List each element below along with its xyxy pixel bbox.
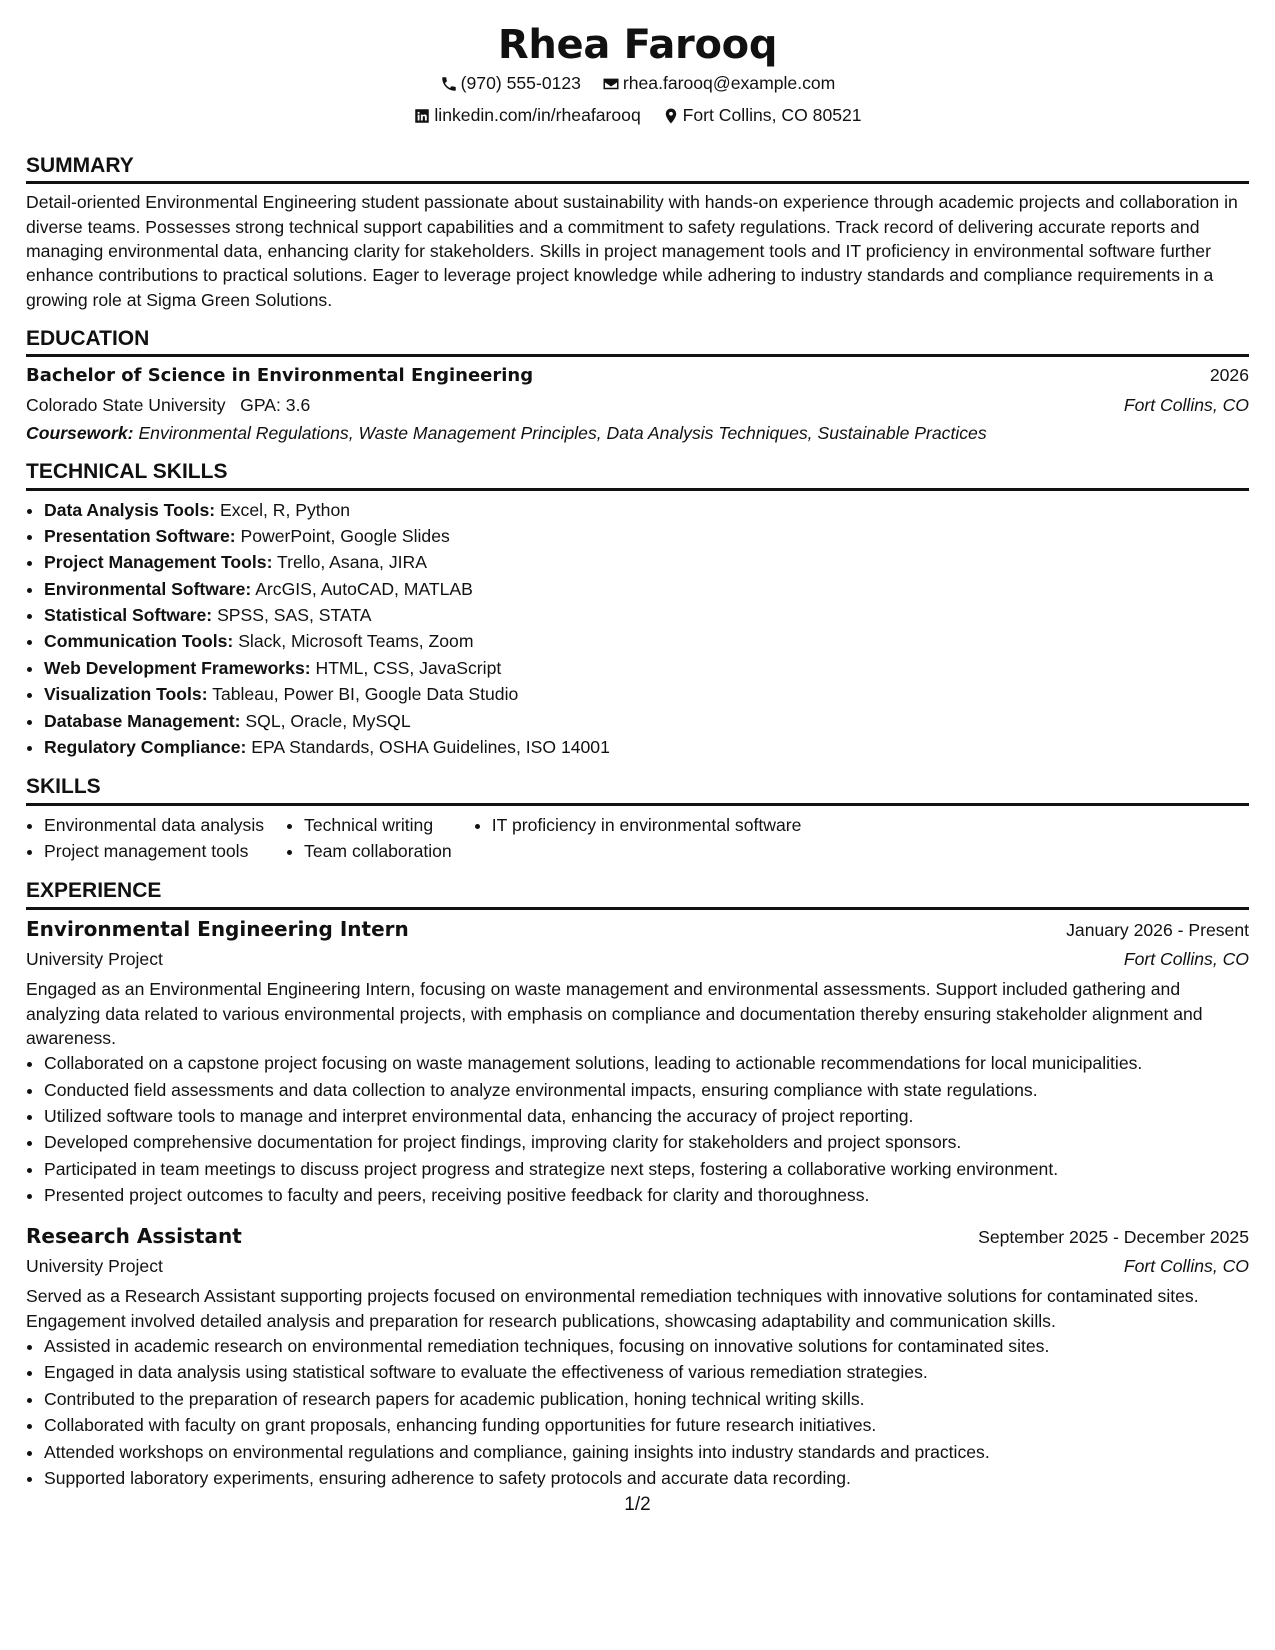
list-item: • IT proficiency in environmental software xyxy=(492,812,824,838)
skill-values: SPSS, SAS, STATA xyxy=(217,605,372,626)
skill-category: Environmental Software: xyxy=(44,578,252,599)
job-bullets xyxy=(26,1050,1249,1208)
list-item: • Assisted in academic research on environmental remediation techniques, focusing on innovative solutions for contaminated sites. xyxy=(44,1333,1249,1359)
skills-column xyxy=(26,812,286,865)
skill-values: Excel, R, Python xyxy=(219,499,351,520)
contact-phone xyxy=(440,72,581,96)
email-link[interactable]: rhea.farooq@example.com xyxy=(622,73,836,93)
location-text: Fort Collins, CO 80521 xyxy=(682,104,862,125)
job-title: Environmental Engineering Intern xyxy=(26,916,409,941)
list-item: • Conducted field assessments and data collection to analyze environmental impacts, ensuring compliance with state regulations. xyxy=(44,1077,1249,1103)
experience-heading: EXPERIENCE xyxy=(26,878,1249,909)
education-section xyxy=(26,326,1249,446)
envelope-icon xyxy=(602,75,620,93)
skill-category: Statistical Software: xyxy=(44,605,213,626)
experience-section xyxy=(26,878,1249,1491)
skill-category: Communication Tools: xyxy=(44,631,234,652)
resume-page xyxy=(26,22,1249,1491)
linkedin-link[interactable]: linkedin.com/in/rheafarooq xyxy=(434,104,641,125)
list-item xyxy=(44,549,1249,575)
coursework-label: Coursework: xyxy=(26,423,134,444)
list-item: • Utilized software tools to manage and interpret environmental data, enhancing the accuracy of project reporting. xyxy=(44,1103,1249,1129)
skill-category: Web Development Frameworks: xyxy=(44,657,311,678)
list-item: • Team collaboration xyxy=(304,838,474,864)
skill-values: HTML, CSS, JavaScript xyxy=(315,657,502,678)
list-item: • Technical writing xyxy=(304,812,474,838)
technical-skills-heading: TECHNICAL SKILLS xyxy=(26,459,1249,490)
list-item: • Supported laboratory experiments, ensuring adherence to safety protocols and accurate data recording. xyxy=(44,1465,1249,1491)
list-item xyxy=(44,602,1249,628)
school-name: Colorado State University xyxy=(26,394,226,415)
list-item: • Contributed to the preparation of research papers for academic publication, honing technical writing skills. xyxy=(44,1386,1249,1412)
list-item: • Participated in team meetings to discuss project progress and strategize next steps, fostering a collaborative working environment. xyxy=(44,1156,1249,1182)
skill-values: EPA Standards, OSHA Guidelines, ISO 14001 xyxy=(251,737,610,758)
list-item xyxy=(44,576,1249,602)
resume-header xyxy=(26,22,1249,131)
summary-text: Detail-oriented Environmental Engineering student passionate about sustainability with hands-on experience through academic projects and collaboration in diverse teams. Possesses strong technical support capabilities and a commitment to safety regulations. Track record of delivering accurate reports and managing environmental data, enhancing clarity for stakeholders. Skills in project management tools and IT proficiency in environmental software further enhance contributions to practical solutions. Eager to leverage project knowledge while adhering to industry standards and compliance requirements in a growing role at Sigma Green Solutions. xyxy=(26,192,1238,310)
list-item: • Engaged in data analysis using statistical software to evaluate the effectiveness of various remediation strategies. xyxy=(44,1359,1249,1385)
skill-values: Trello, Asana, JIRA xyxy=(277,552,427,573)
list-item: • Collaborated with faculty on grant proposals, enhancing funding opportunities for future research initiatives. xyxy=(44,1412,1249,1438)
job-dates: January 2026 - Present xyxy=(1066,919,1249,940)
coursework-list: Environmental Regulations, Waste Management Principles, Data Analysis Techniques, Sustainable Practices xyxy=(138,423,987,444)
skills-section xyxy=(26,774,1249,864)
skill-values: Slack, Microsoft Teams, Zoom xyxy=(238,631,474,652)
skill-category: Data Analysis Tools: xyxy=(44,499,216,520)
map-pin-icon xyxy=(662,107,680,125)
skill-category: Project Management Tools: xyxy=(44,552,273,573)
job-title-row xyxy=(26,1223,1249,1251)
school-location: Fort Collins, CO xyxy=(1123,394,1249,415)
job-org: University Project xyxy=(26,1256,163,1277)
job-entry xyxy=(26,916,1249,1209)
list-item: • Attended workshops on environmental regulations and compliance, gaining insights into industry standards and practices. xyxy=(44,1439,1249,1465)
gpa: GPA: 3.6 xyxy=(240,394,311,415)
job-org-row xyxy=(26,947,1249,971)
skills-column xyxy=(286,812,474,865)
contact-line-1 xyxy=(26,72,1249,100)
contact-email[interactable] xyxy=(602,72,835,96)
degree-name: Bachelor of Science in Environmental Engineering xyxy=(26,364,534,386)
job-title-row xyxy=(26,916,1249,944)
education-degree-row xyxy=(26,363,1249,389)
list-item xyxy=(44,523,1249,549)
job-description: Served as a Research Assistant supporting projects focused on environmental remediation techniques with innovative solutions for contaminated sites. Engagement involved detailed analysis and preparation for research publications, showcasing adaptability and communication skills. xyxy=(26,1286,1199,1331)
school-info xyxy=(26,393,310,417)
linkedin-icon xyxy=(413,107,431,125)
graduation-year: 2026 xyxy=(1209,364,1249,385)
candidate-name: Rhea Farooq xyxy=(497,22,778,68)
list-item: • Environmental data analysis xyxy=(44,812,286,838)
skills-column xyxy=(474,812,824,865)
skill-category: Regulatory Compliance: xyxy=(44,737,247,758)
list-item: • Developed comprehensive documentation for project findings, improving clarity for stakeholders and project sponsors. xyxy=(44,1129,1249,1155)
skill-category: Database Management: xyxy=(44,710,241,731)
technical-skills-section xyxy=(26,459,1249,760)
skill-values: ArcGIS, AutoCAD, MATLAB xyxy=(255,578,473,599)
skill-values: SQL, Oracle, MySQL xyxy=(245,710,411,731)
contact-location xyxy=(662,104,862,128)
job-location: Fort Collins, CO xyxy=(1123,1256,1249,1277)
skill-category: Presentation Software: xyxy=(44,525,236,546)
page-number: 1/2 xyxy=(624,1494,651,1515)
list-item xyxy=(44,708,1249,734)
list-item: • Presented project outcomes to faculty and peers, receiving positive feedback for clarity and thoroughness. xyxy=(44,1182,1249,1208)
job-org-row xyxy=(26,1254,1249,1278)
list-item xyxy=(44,734,1249,760)
phone-icon xyxy=(440,75,458,93)
education-school-row xyxy=(26,393,1249,417)
education-heading: EDUCATION xyxy=(26,326,1249,357)
skill-values: Tableau, Power BI, Google Data Studio xyxy=(212,684,519,705)
job-title: Research Assistant xyxy=(26,1223,242,1248)
summary-section xyxy=(26,153,1249,312)
summary-heading: SUMMARY xyxy=(26,153,1249,184)
job-org: University Project xyxy=(26,949,163,970)
phone-text: (970) 555-0123 xyxy=(460,73,581,93)
skill-category: Visualization Tools: xyxy=(44,684,208,705)
list-item xyxy=(44,628,1249,654)
skills-heading: SKILLS xyxy=(26,774,1249,805)
job-entry xyxy=(26,1223,1249,1492)
list-item: • Project management tools xyxy=(44,838,286,864)
job-description: Engaged as an Environmental Engineering Intern, focusing on waste management and environmental assessments. Support included gathering and analyzing data related to various environmental projects, with emphasis on compliance and documentation thereby ensuring stakeholder alignment and awareness. xyxy=(26,979,1203,1048)
coursework xyxy=(26,421,1249,445)
skills-grid xyxy=(26,812,1249,865)
skill-values: PowerPoint, Google Slides xyxy=(240,525,450,546)
list-item: • Collaborated on a capstone project focusing on waste management solutions, leading to actionable recommendations for local municipalities. xyxy=(44,1050,1249,1076)
job-location: Fort Collins, CO xyxy=(1123,949,1249,970)
job-bullets xyxy=(26,1333,1249,1491)
job-dates: September 2025 - December 2025 xyxy=(978,1226,1249,1247)
technical-skills-list xyxy=(26,497,1249,761)
list-item xyxy=(44,681,1249,707)
contact-linkedin[interactable] xyxy=(413,104,640,128)
list-item xyxy=(44,497,1249,523)
contact-line-2 xyxy=(26,104,1249,132)
list-item xyxy=(44,655,1249,681)
